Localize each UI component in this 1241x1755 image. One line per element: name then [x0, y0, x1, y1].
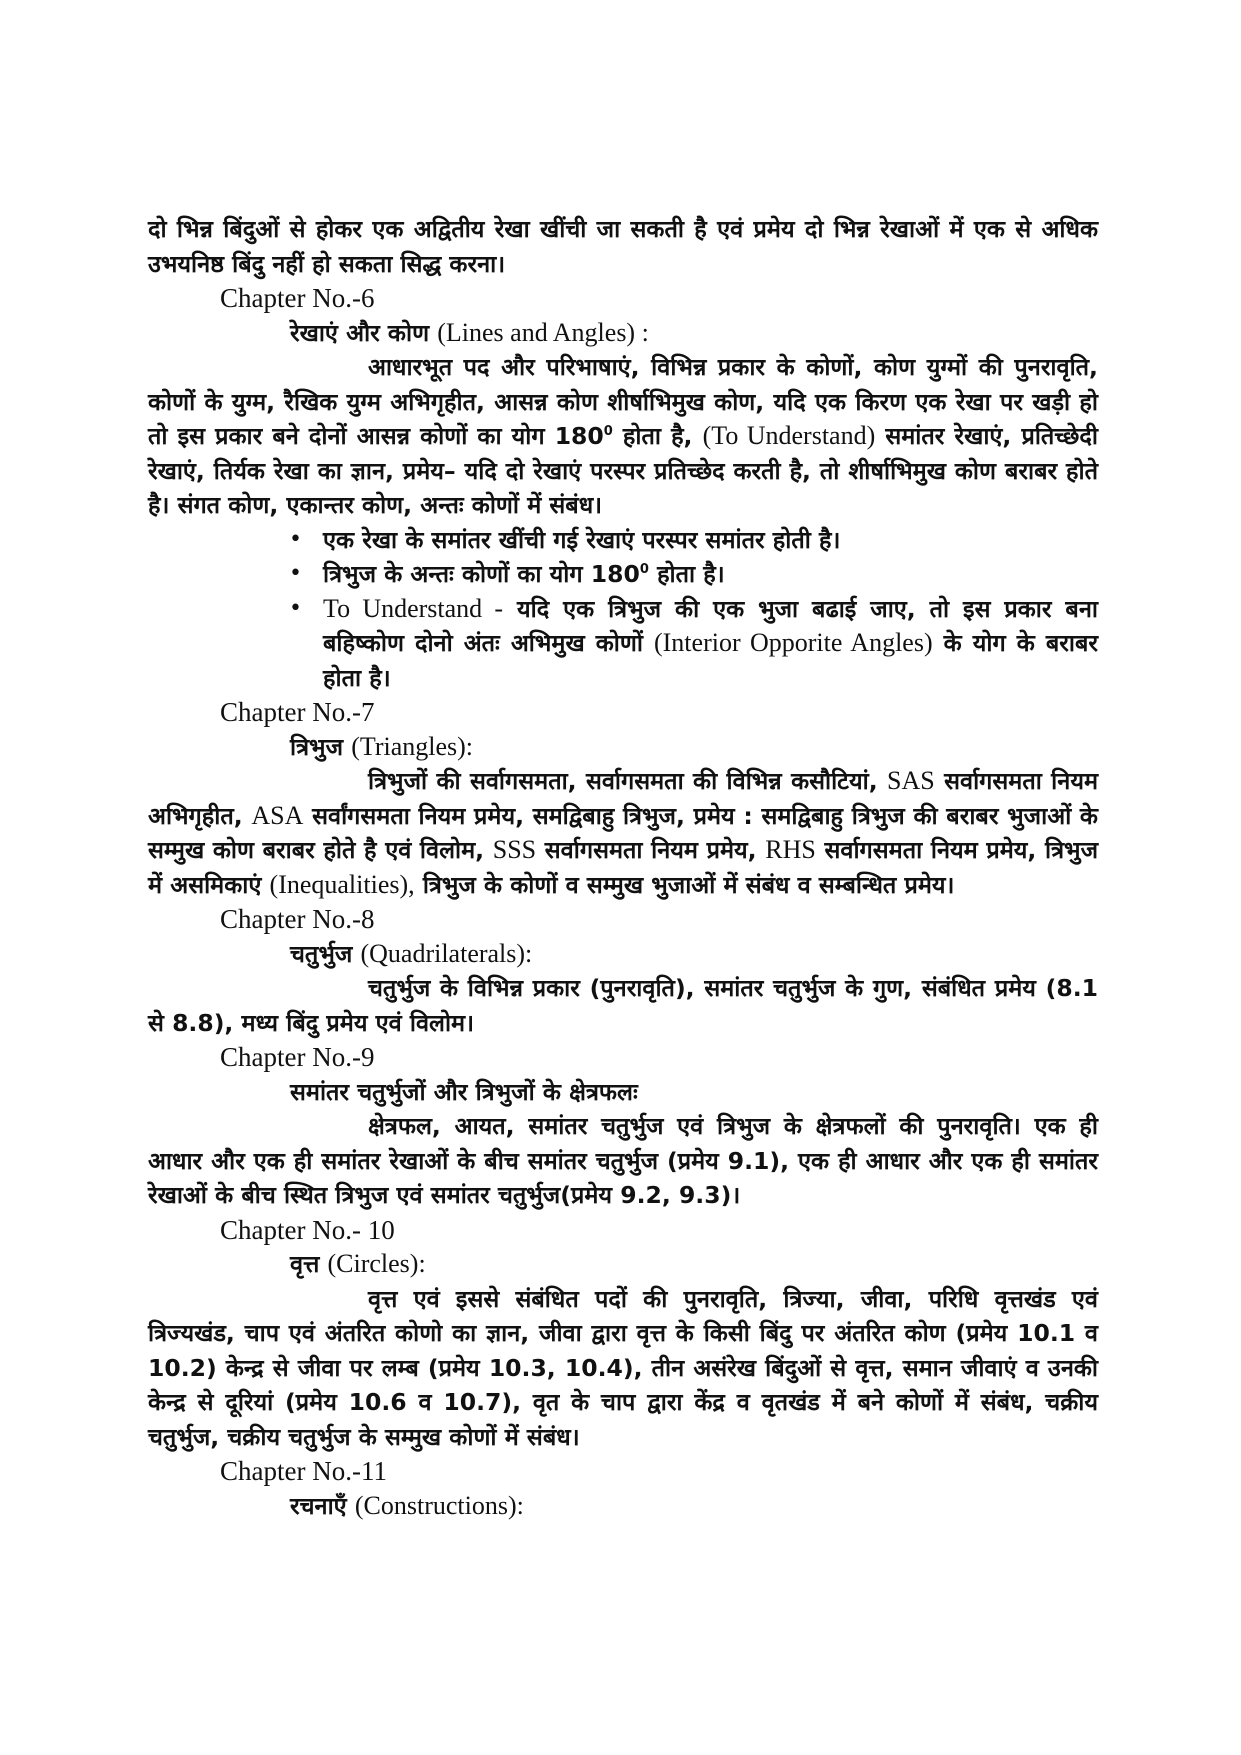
chapter-10-title-english: (Circles): [327, 1249, 426, 1278]
chapter-6-text-1: आधारभूत पद और परिभाषाएं, विभिन्न प्रकार के कोणों, कोण युग्मों की पुनरावृति, कोणों के युग्म, रैखिक युग्म अभिगृहीत, आसन्न कोण शीर्षाभिमुख कोण, यदि एक किरण एक रेखा पर खड़ी हो तो इस प्रकार बने दोनों आसन्न कोणों का योग 180 [148, 353, 1098, 450]
chapter-8-title [290, 937, 1098, 972]
chapter-10-paragraph: वृत्त एवं इससे संबंधित पदों की पुनरावृति, त्रिज्या, जीवा, परिधि वृत्तखंड एवं त्रिज्यखंड, चाप एवं अंतरित कोणो का ज्ञान, जीवा द्वारा वृत्त के किसी बिंदु पर अंतरित कोण (प्रमेय 10.1 व 10.2) केन्द्र से जीवा पर लम्ब (प्रमेय 10.3, 10.4), तीन असंरेख बिंदुओं से वृत्त, समान जीवाएं व उनकी केन्द्र से दूरियां (प्रमेय 10.6 व 10.7), वृत के चाप द्वारा केंद्र व वृतखंड में बने कोणों में संबंध, चक्रीय चतुर्भुज, चक्रीय चतुर्भुज के सम्मुख कोणों में संबंध। [148, 1284, 1098, 1451]
page-content [148, 212, 1098, 1523]
asa-term: ASA [251, 800, 304, 830]
chapter-7-text: सर्वांगसमता नियम प्रमेय, समद्विबाहु त्रिभुज, प्रमेय : समद्विबाहु त्रिभुज की बराबर भुजाओं के सम्मुख कोण बराबर होते है एवं विलोम, [148, 801, 1098, 864]
chapter-7-text: सर्वागसमता नियम प्रमेय, [536, 836, 766, 864]
degree-superscript: 0 [639, 562, 649, 578]
chapter-7-text: सर्वागसमता नियम अभिगृहीत, [148, 767, 1098, 830]
bullet-text-end: के योग के बराबर होता है। [323, 629, 1098, 692]
bullet-text-end: होता है। [648, 560, 725, 588]
chapter-9-title: समांतर चतुर्भुजों और त्रिभुजों के क्षेत्रफलः [290, 1077, 638, 1106]
bullet-icon: • [289, 595, 302, 621]
inequalities-term: (Inequalities), [269, 869, 415, 899]
chapter-7-title [290, 730, 1098, 765]
chapter-7-label: Chapter No.-7 [220, 697, 375, 727]
chapter-7-text: त्रिभुजों की सर्वागसमता, सर्वागसमता की विभिन्न कसौटियां, [368, 767, 888, 795]
to-understand-label: To Understand - [323, 593, 504, 623]
chapter-6-title-english: (Lines and Angles) : [437, 317, 649, 347]
list-item [289, 557, 1098, 592]
rhs-term: RHS [765, 835, 816, 864]
chapter-11-label: Chapter No.-11 [220, 1456, 387, 1486]
chapter-7-title-english: (Triangles): [351, 731, 474, 761]
chapter-11-title-hindi: रचनाएँ [290, 1491, 347, 1520]
chapter-11-title-english: (Constructions): [354, 1490, 524, 1520]
chapter-6-paragraph [148, 350, 1098, 523]
chapter-7-text: त्रिभुज के कोणों व सम्मुख भुजाओं में संबंध व सम्बन्धित प्रमेय। [414, 870, 955, 899]
chapter-8-paragraph: चतुर्भुज के विभिन्न प्रकार (पुनरावृति), समांतर चतुर्भुज के गुण, संबंधित प्रमेय (8.1 से 8.8), मध्य बिंदु प्रमेय एवं विलोम। [148, 974, 1098, 1037]
chapter-9-label: Chapter No.-9 [220, 1042, 375, 1072]
list-item [289, 523, 1098, 558]
bullet-text: यदि एक त्रिभुज की एक भुजा बढाई जाए, तो इस प्रकार बना बहिष्कोण दोनो अंतः अभिमुख कोणों [323, 594, 1098, 657]
chapter-9-paragraph: क्षेत्रफल, आयत, समांतर चतुर्भुज एवं त्रिभुज के क्षेत्रफलों की पुनरावृति। एक ही आधार और एक ही समांतर रेखाओं के बीच समांतर चतुर्भुज (प्रमेय 9.1), एक ही आधार और एक ही समांतर रेखाओं के बीच स्थित त्रिभुज एवं समांतर चतुर्भुज(प्रमेय 9.2, 9.3)। [148, 1112, 1098, 1209]
chapter-7-title-hindi: त्रिभुज [290, 732, 344, 761]
bullet-icon: • [289, 526, 302, 552]
chapter-6-label: Chapter No.-6 [220, 283, 375, 313]
chapter-8-title-english: (Quadrilaterals): [360, 938, 533, 968]
intro-paragraph: दो भिन्न बिंदुओं से होकर एक अद्वितीय रेखा खींची जा सकती है एवं प्रमेय दो भिन्न रेखाओं में एक से अधिक उभयनिष्ठ बिंदु नहीं हो सकता सिद्ध करना। [148, 215, 1098, 278]
bullet-text: त्रिभुज के अन्तः कोणों का योग 180 [323, 560, 640, 588]
to-understand-label: (To Understand) [702, 421, 876, 450]
chapter-6-text-3: समांतर रेखाएं, प्रतिच्छेदी रेखाएं, तिर्यक रेखा का ज्ञान, प्रमेय– यदि दो रेखाएं परस्पर प्रतिच्छेद करती है, तो शीर्षाभिमुख कोण बराबर होते है। संगत कोण, एकान्तर कोण, अन्तः कोणों में संबंध। [148, 422, 1098, 519]
chapter-10-title [290, 1247, 1098, 1282]
chapter-6-title-hindi: रेखाएं और कोण [290, 318, 430, 347]
chapter-8-title-hindi: चतुर्भुज [290, 939, 353, 968]
chapter-6-text-2: होता है, [612, 422, 693, 450]
chapter-8-label: Chapter No.-8 [220, 904, 375, 934]
list-item [289, 592, 1098, 696]
sss-term: SSS [492, 835, 537, 864]
chapter-7-text: सर्वागसमता नियम प्रमेय, त्रिभुज में असमिकाएं [148, 836, 1099, 899]
chapter-6-bullet-list [148, 523, 1098, 696]
chapter-11-title [290, 1489, 1098, 1524]
bullet-icon: • [289, 561, 302, 586]
chapter-7-paragraph [148, 764, 1098, 902]
bullet-text: एक रेखा के समांतर खींची गई रेखाएं परस्पर समांतर होती है। [323, 525, 841, 554]
sas-term: SAS [887, 766, 935, 795]
degree-superscript: 0 [603, 424, 613, 440]
chapter-10-title-hindi: वृत्त [290, 1250, 320, 1278]
chapter-6-title [290, 316, 1098, 351]
interior-opposite-angles-term: (Interior Opporite Angles) [653, 628, 933, 657]
chapter-10-label: Chapter No.- 10 [220, 1214, 395, 1245]
